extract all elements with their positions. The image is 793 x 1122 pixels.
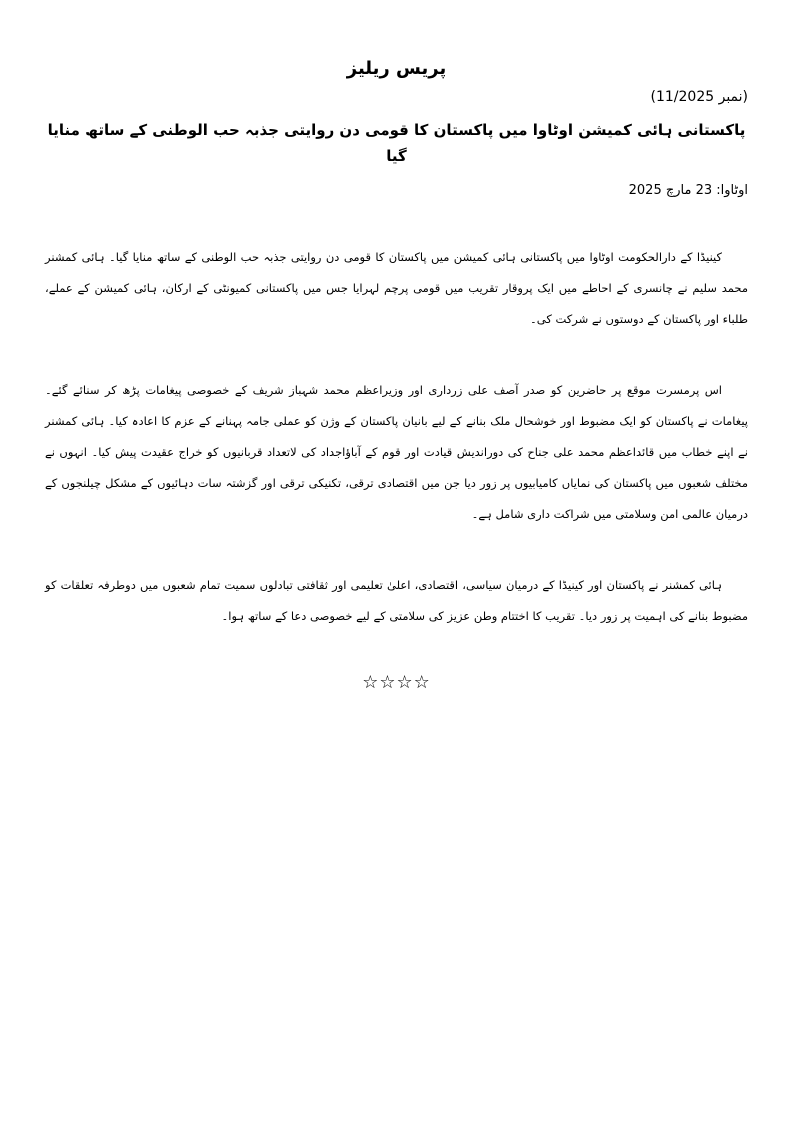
- paragraph-2: [45, 375, 748, 530]
- document-title: پریس ریلیز: [346, 58, 447, 79]
- paragraph-1: [45, 242, 748, 335]
- paragraph-3: [45, 570, 748, 632]
- paragraph-1-line: طلباء اور پاکستان کے دوستوں نے شرکت کی۔: [530, 312, 748, 326]
- headline: پاکستانی ہائی کمیشن اوٹاوا میں پاکستان کا قومی دن روایتی جذبہ حب الوطنی کے ساتھ منایا گیا: [47, 121, 746, 165]
- paragraph-2-line: اس پرمسرت موقع پر حاضرین کو صدر آصف علی زرداری اور وزیراعظم محمد شہباز شریف کے خصوصی پیغامات پڑھ کر سنائے گئے۔: [45, 383, 722, 397]
- press-release-number: (نمبر 11/2025): [650, 89, 748, 105]
- end-stars: ☆☆☆☆: [362, 672, 431, 693]
- paragraph-2-line: پیغامات نے پاکستان کو ایک مضبوط اور خوشحال ملک بنانے کے لیے بانیان پاکستان کے وژن کو عملی جامہ پہنانے کے عزم کا اعادہ کیا۔ ہائی: [81, 414, 748, 428]
- paragraph-1-line: کمشنر محمد سلیم نے چانسری کے احاطے میں ایک پروقار تقریب میں قومی پرچم لہرایا جس میں پاکستانی کمیونٹی کے ارکان، ہائی کمیشن کے عملے،: [45, 250, 748, 295]
- paragraph-3-line: ہائی کمشنر نے پاکستان اور کینیڈا کے درمیان سیاسی، اقتصادی، اعلیٰ تعلیمی اور ثقافتی تبادلوں سمیت تمام شعبوں میں دوطرفہ تعلقات کو: [45, 578, 722, 592]
- paragraph-2-line: چیلنجوں کے درمیان عالمی امن وسلامتی میں شراکت داری شامل ہے۔: [45, 476, 748, 521]
- paragraph-2-line: انہوں نے مختلف شعبوں میں پاکستان کی نمایاں کامیابیوں پر زور دیا جن میں اقتصادی ترقی، تکنیکی ترقی اور گزشتہ سات دہائیوں کے مشکل: [45, 445, 748, 490]
- paragraph-1-line: کینیڈا کے دارالحکومت اوٹاوا میں پاکستانی ہائی کمیشن میں پاکستان کا قومی دن روایتی جذبہ حب الوطنی کے ساتھ منایا گیا۔ ہائی: [81, 250, 722, 264]
- paragraph-3-line: مضبوط بنانے کی اہمیت پر زور دیا۔ تقریب کا اختتام وطن عزیز کی سلامتی کے لیے خصوصی دعا کے ساتھ ہوا۔: [221, 609, 748, 623]
- paragraph-2-line: کمشنر نے اپنے خطاب میں قائداعظم محمد علی جناح کی دوراندیش قیادت اور قوم کے آباؤاجداد کی لاتعداد قربانیوں کو خراج عقیدت پیش کیا۔: [45, 414, 748, 459]
- dateline: اوٹاوا: 23 مارچ 2025: [628, 183, 748, 198]
- press-release-page: [45, 0, 748, 693]
